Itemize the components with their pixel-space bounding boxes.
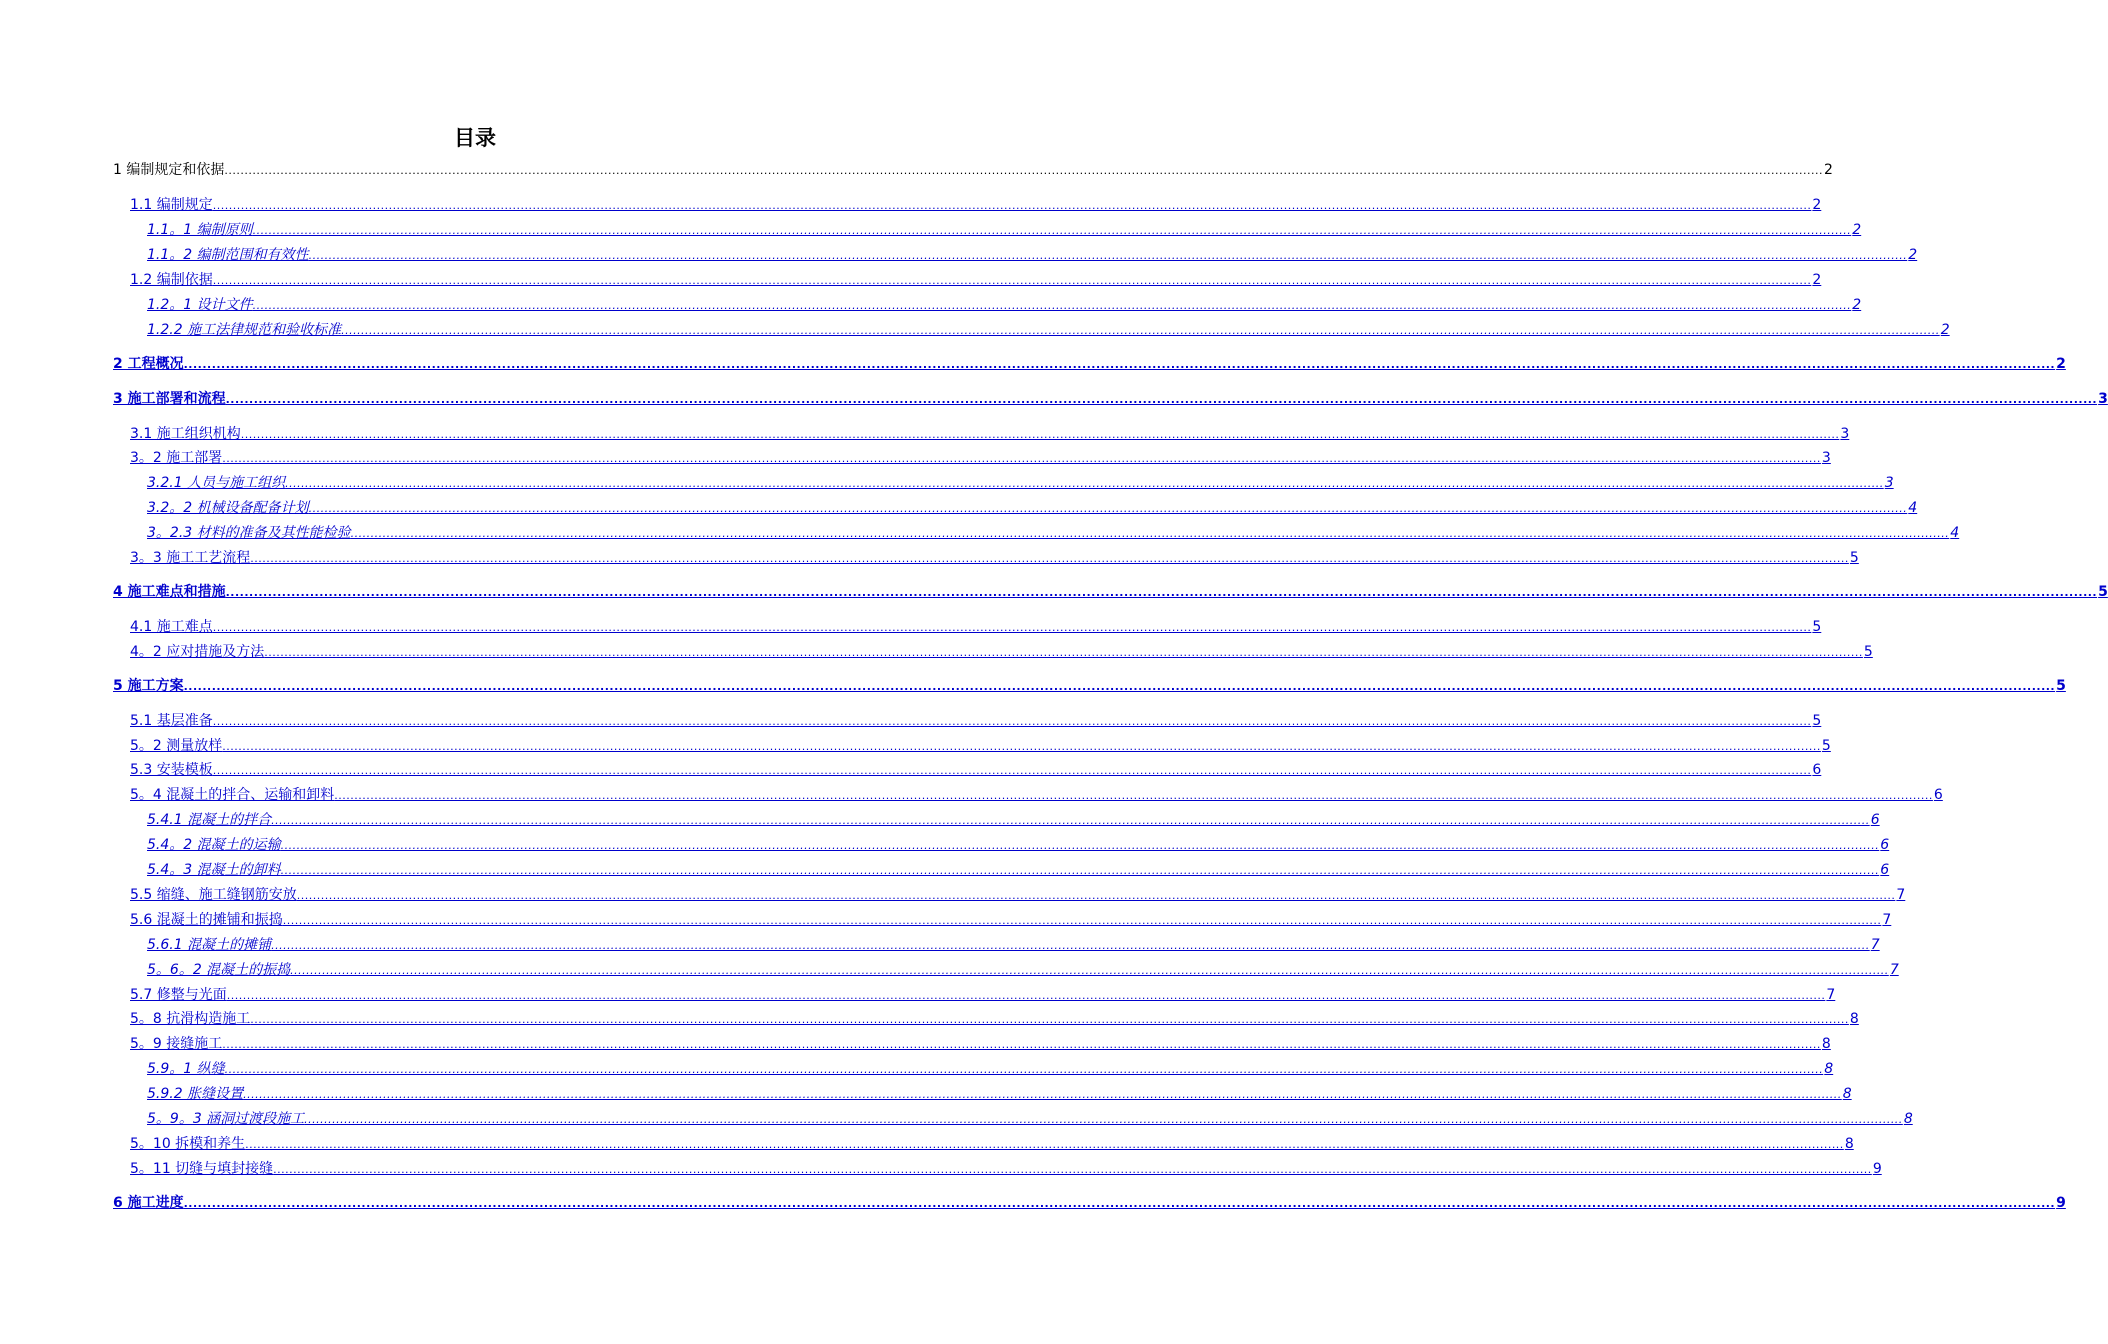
toc-dot-leader: ................................................................................................................................................................................................................................................................................................................................................................................................................ [225, 393, 2098, 406]
toc-dot-leader: ................................................................................................................................................................................................................................................................................................................................................................................................................ [280, 839, 1880, 852]
toc-dot-leader: ................................................................................................................................................................................................................................................................................................................................................................................................................ [252, 224, 1852, 237]
toc-entry-label: 5.4。2 混凝土的运输 [147, 837, 281, 853]
toc-entry-page-number: 2 [1812, 272, 1822, 288]
toc-entry[interactable] [113, 354, 2066, 375]
toc-entry-page-number: 2 [1852, 297, 1862, 313]
toc-entry-page-number: 7 [1882, 912, 1892, 928]
toc-dot-leader: ................................................................................................................................................................................................................................................................................................................................................................................................................ [222, 740, 1821, 753]
toc-dot-leader: ................................................................................................................................................................................................................................................................................................................................................................................................................ [290, 964, 1889, 977]
toc-entry-page-number: 2 [1852, 222, 1862, 238]
toc-dot-leader: ................................................................................................................................................................................................................................................................................................................................................................................................................ [308, 502, 1908, 515]
toc-dot-leader: ................................................................................................................................................................................................................................................................................................................................................................................................................ [226, 989, 1826, 1002]
toc-entry-page-number: 2 [1824, 162, 1833, 178]
toc-dot-leader: ................................................................................................................................................................................................................................................................................................................................................................................................................ [271, 939, 1870, 952]
toc-entry[interactable] [147, 245, 1918, 266]
toc-entry-label: 5.3 安装模板 [130, 762, 213, 778]
toc-entry-page-number: 6 [1870, 812, 1880, 828]
toc-entry[interactable] [130, 642, 1873, 663]
toc-entry-page-number: 4 [1950, 525, 1960, 541]
toc-entry [113, 160, 1833, 181]
toc-entry-label: 4 施工难点和措施 [113, 584, 226, 600]
toc-entry-page-number: 7 [1889, 962, 1899, 978]
toc-entry-page-number: 8 [1849, 1011, 1859, 1027]
toc-entry-label: 1.1。1 编制原则 [147, 222, 253, 238]
toc-entry-label: 5.4.1 混凝土的拌合 [147, 812, 272, 828]
toc-entry-label: 5。11 切缝与填封接缝 [130, 1161, 274, 1177]
toc-entry[interactable] [147, 960, 1899, 981]
toc-entry[interactable] [130, 195, 1822, 216]
toc-dot-leader: ................................................................................................................................................................................................................................................................................................................................................................................................................ [222, 452, 1821, 465]
toc-dot-leader: ................................................................................................................................................................................................................................................................................................................................................................................................................ [222, 1038, 1821, 1051]
toc-entry-page-number: 5 [1863, 644, 1873, 660]
toc-entry-label: 5。4 混凝土的拌合、运输和卸料 [130, 787, 335, 803]
toc-entry[interactable] [147, 1059, 1834, 1080]
toc-entry-label: 1.2.2 施工法律规范和验收标准 [147, 322, 342, 338]
toc-entry[interactable] [147, 523, 1960, 544]
toc-dot-leader: ................................................................................................................................................................................................................................................................................................................................................................................................................ [250, 1013, 1849, 1026]
toc-entry-page-number: 3 [1884, 475, 1894, 491]
toc-entry[interactable] [130, 1009, 1859, 1030]
toc-dot-leader: ................................................................................................................................................................................................................................................................................................................................................................................................................ [296, 889, 1896, 902]
toc-entry[interactable] [113, 1193, 2066, 1214]
toc-entry[interactable] [130, 424, 1850, 445]
toc-entry-page-number: 3 [1821, 450, 1831, 466]
toc-entry-page-number: 6 [1880, 837, 1890, 853]
toc-entry-page-number: 4 [1908, 500, 1918, 516]
toc-entry-page-number: 2 [1908, 247, 1918, 263]
toc-dot-leader: ................................................................................................................................................................................................................................................................................................................................................................................................................ [212, 764, 1812, 777]
page-title: 目录 [454, 126, 496, 150]
toc-entry-label: 3.2.1 人员与施工组织 [147, 475, 286, 491]
toc-entry-page-number: 8 [1821, 1036, 1831, 1052]
toc-entry-page-number: 6 [1812, 762, 1822, 778]
toc-entry[interactable] [130, 448, 1831, 469]
toc-dot-leader: ................................................................................................................................................................................................................................................................................................................................................................................................................ [224, 164, 1823, 177]
toc-dot-leader: ................................................................................................................................................................................................................................................................................................................................................................................................................ [282, 914, 1882, 927]
toc-entry-page-number: 2 [2056, 356, 2066, 372]
toc-dot-leader: ................................................................................................................................................................................................................................................................................................................................................................................................................ [252, 299, 1852, 312]
toc-dot-leader: ................................................................................................................................................................................................................................................................................................................................................................................................................ [183, 680, 2056, 693]
toc-entry[interactable] [130, 736, 1831, 757]
toc-entry[interactable] [147, 835, 1890, 856]
toc-entry[interactable] [147, 1084, 1852, 1105]
toc-entry[interactable] [147, 473, 1894, 494]
toc-entry-page-number: 8 [1844, 1136, 1854, 1152]
toc-dot-leader: ................................................................................................................................................................................................................................................................................................................................................................................................................ [183, 358, 2056, 371]
toc-entry[interactable] [130, 760, 1822, 781]
toc-dot-leader: ................................................................................................................................................................................................................................................................................................................................................................................................................ [350, 527, 1950, 540]
toc-entry-page-number: 8 [1824, 1061, 1834, 1077]
toc-entry[interactable] [130, 270, 1822, 291]
toc-dot-leader: ................................................................................................................................................................................................................................................................................................................................................................................................................ [212, 715, 1812, 728]
toc-entry[interactable] [130, 985, 1836, 1006]
toc-entry-label: 6 施工进度 [113, 1195, 184, 1211]
toc-entry-page-number: 7 [1870, 937, 1880, 953]
toc-entry-page-number: 7 [1896, 887, 1906, 903]
toc-entry-page-number: 5 [2098, 584, 2108, 600]
toc-entry-label: 1.2 编制依据 [130, 272, 213, 288]
toc-entry-label: 3 施工部署和流程 [113, 391, 226, 407]
toc-dot-leader: ................................................................................................................................................................................................................................................................................................................................................................................................................ [183, 1197, 2056, 1210]
toc-entry-label: 5。9 接缝施工 [130, 1036, 223, 1052]
toc-entry-label: 1.2。1 设计文件 [147, 297, 253, 313]
toc-entry-label: 1.1 编制规定 [130, 197, 213, 213]
toc-entry[interactable] [147, 860, 1890, 881]
toc-entry[interactable] [130, 617, 1822, 638]
toc-entry-page-number: 5 [1812, 713, 1822, 729]
toc-entry-label: 5.1 基层准备 [130, 713, 213, 729]
toc-entry-label: 5。2 测量放样 [130, 738, 223, 754]
toc-entry-label: 5.9。1 纵缝 [147, 1061, 225, 1077]
toc-dot-leader: ................................................................................................................................................................................................................................................................................................................................................................................................................ [212, 621, 1812, 634]
toc-entry-page-number: 3 [1840, 426, 1850, 442]
toc-dot-leader: ................................................................................................................................................................................................................................................................................................................................................................................................................ [308, 249, 1908, 262]
toc-dot-leader: ................................................................................................................................................................................................................................................................................................................................................................................................................ [273, 1163, 1872, 1176]
toc-dot-leader: ................................................................................................................................................................................................................................................................................................................................................................................................................ [225, 586, 2098, 599]
toc-entry-label: 5.6.1 混凝土的摊铺 [147, 937, 272, 953]
toc-entry[interactable] [130, 785, 1943, 806]
toc-entry[interactable] [147, 220, 1862, 241]
toc-entry-label: 5.6 混凝土的摊铺和振捣 [130, 912, 283, 928]
toc-entry-label: 3。2 施工部署 [130, 450, 223, 466]
toc-entry-page-number: 7 [1826, 987, 1836, 1003]
toc-dot-leader: ................................................................................................................................................................................................................................................................................................................................................................................................................ [271, 814, 1870, 827]
toc-entry-label: 5.7 修整与光面 [130, 987, 227, 1003]
toc-entry-label: 5。6。2 混凝土的振捣 [147, 962, 291, 978]
toc-entry-page-number: 3 [2098, 391, 2108, 407]
toc-dot-leader: ................................................................................................................................................................................................................................................................................................................................................................................................................ [224, 1063, 1824, 1076]
toc-dot-leader: ................................................................................................................................................................................................................................................................................................................................................................................................................ [243, 1088, 1842, 1101]
toc-dot-leader: ................................................................................................................................................................................................................................................................................................................................................................................................................ [212, 274, 1812, 287]
toc-entry-page-number: 9 [1872, 1161, 1882, 1177]
toc-entry-page-number: 5 [1821, 738, 1831, 754]
toc-entry-page-number: 9 [2056, 1195, 2066, 1211]
toc-entry-page-number: 2 [1812, 197, 1822, 213]
toc-entry-label: 5.5 缩缝、施工缝钢筋安放 [130, 887, 297, 903]
toc-dot-leader: ................................................................................................................................................................................................................................................................................................................................................................................................................ [250, 552, 1849, 565]
toc-entry[interactable] [130, 711, 1822, 732]
toc-entry-label: 5.4。3 混凝土的卸料 [147, 862, 281, 878]
toc-entry[interactable] [130, 885, 1906, 906]
toc-entry-page-number: 5 [2056, 678, 2066, 694]
toc-entry-label: 3.2。2 机械设备配备计划 [147, 500, 309, 516]
toc-entry-page-number: 8 [1842, 1086, 1852, 1102]
toc-entry-label: 3。3 施工工艺流程 [130, 550, 251, 566]
toc-dot-leader: ................................................................................................................................................................................................................................................................................................................................................................................................................ [240, 428, 1840, 441]
toc-entry[interactable] [147, 320, 1950, 341]
toc-entry-page-number: 2 [1940, 322, 1950, 338]
toc-entry[interactable] [113, 582, 2108, 603]
toc-entry-page-number: 8 [1903, 1111, 1913, 1127]
toc-dot-leader: ................................................................................................................................................................................................................................................................................................................................................................................................................ [334, 789, 1933, 802]
toc-entry-page-number: 5 [1812, 619, 1822, 635]
toc-entry-label: 1 编制规定和依据 [113, 162, 225, 178]
toc-entry[interactable] [130, 910, 1892, 931]
toc-entry[interactable] [147, 935, 1880, 956]
toc-entry[interactable] [147, 498, 1918, 519]
toc-entry[interactable] [130, 548, 1859, 569]
toc-entry[interactable] [113, 676, 2066, 697]
toc-entry-label: 4。2 应对措施及方法 [130, 644, 265, 660]
toc-dot-leader: ................................................................................................................................................................................................................................................................................................................................................................................................................ [264, 646, 1863, 659]
toc-entry-label: 5。10 拆模和养生 [130, 1136, 246, 1152]
toc-entry-page-number: 5 [1849, 550, 1859, 566]
toc-dot-leader: ................................................................................................................................................................................................................................................................................................................................................................................................................ [280, 864, 1880, 877]
toc-entry[interactable] [147, 810, 1880, 831]
toc-entry[interactable] [147, 1109, 1913, 1130]
toc-entry[interactable] [130, 1159, 1882, 1180]
toc-dot-leader: ................................................................................................................................................................................................................................................................................................................................................................................................................ [304, 1113, 1903, 1126]
toc-entry-label: 3。2.3 材料的准备及其性能检验 [147, 525, 351, 541]
toc-entry-label: 5 施工方案 [113, 678, 184, 694]
toc-entry-page-number: 6 [1880, 862, 1890, 878]
toc-entry-label: 5。8 抗滑构造施工 [130, 1011, 251, 1027]
toc-entry-label: 4.1 施工难点 [130, 619, 213, 635]
toc-entry[interactable] [147, 295, 1862, 316]
toc-entry-label: 1.1。2 编制范围和有效性 [147, 247, 309, 263]
toc-dot-leader: ................................................................................................................................................................................................................................................................................................................................................................................................................ [245, 1138, 1844, 1151]
toc-dot-leader: ................................................................................................................................................................................................................................................................................................................................................................................................................ [285, 477, 1884, 490]
toc-entry-label: 2 工程概况 [113, 356, 184, 372]
toc-entry-page-number: 6 [1933, 787, 1943, 803]
toc-entry-label: 5。9。3 涵洞过渡段施工 [147, 1111, 305, 1127]
toc-dot-leader: ................................................................................................................................................................................................................................................................................................................................................................................................................ [341, 324, 1940, 337]
toc-entry-label: 3.1 施工组织机构 [130, 426, 241, 442]
toc-entry[interactable] [113, 389, 2108, 410]
toc-dot-leader: ................................................................................................................................................................................................................................................................................................................................................................................................................ [212, 199, 1812, 212]
toc-entry[interactable] [130, 1134, 1854, 1155]
toc-entry-label: 5.9.2 胀缝设置 [147, 1086, 244, 1102]
toc-entry[interactable] [130, 1034, 1831, 1055]
